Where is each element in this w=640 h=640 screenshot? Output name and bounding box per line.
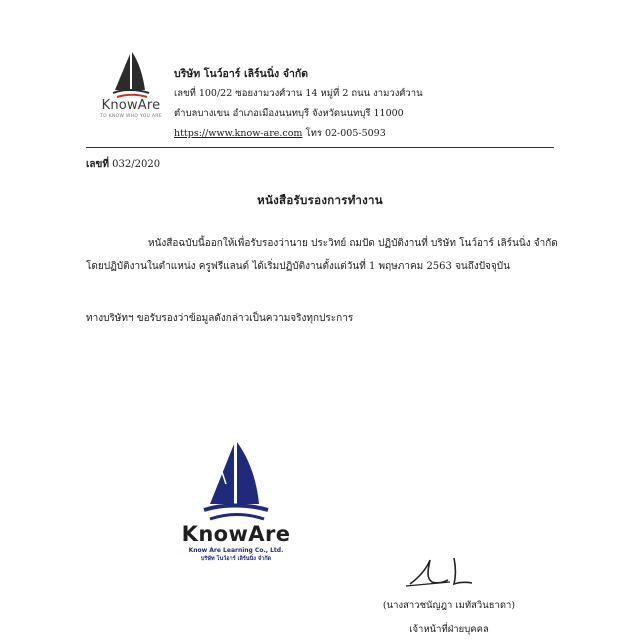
- handwritten-signature: [404, 552, 474, 592]
- paragraph-2: ทางบริษัทฯ ขอรับรองว่าข้อมูลดังกล่าวเป็นความจริงทุกประการ: [86, 313, 354, 324]
- document-body: [86, 232, 558, 330]
- sailboat-seal-icon: [196, 440, 276, 526]
- seal-company-english: Know Are Learning Co., Ltd.: [188, 547, 284, 554]
- company-name: บริษัท โนว์อาร์ เลิร์นนิ่ง จำกัด: [174, 68, 309, 80]
- company-phone: โทร 02-005-5093: [305, 128, 386, 139]
- company-address-line1: เลขที่ 100/22 ซอยงามวงศ์วาน 14 หมู่ที่ 2 ถนน งามวงศ์วาน: [174, 88, 423, 99]
- seal-company-thai: บริษัท โนว์อาร์ เลิร์นนิ่ง จำกัด: [200, 556, 272, 562]
- company-seal: [172, 440, 300, 563]
- sailboat-icon: [109, 50, 153, 100]
- signer-name: (นางสาวชนัญฎา เมทัสวินธาดา): [382, 600, 516, 611]
- document-number-label: เลขที่: [86, 159, 109, 170]
- company-contact: [174, 124, 423, 144]
- logo-tagline: TO KNOW WHO YOU ARE: [100, 114, 162, 119]
- company-info: [174, 64, 423, 144]
- logo-brand-text: KnowAre: [101, 98, 161, 113]
- header-divider: [86, 147, 554, 148]
- document-number: [86, 157, 160, 172]
- company-logo: [92, 50, 170, 119]
- company-website-link[interactable]: https://www.know-are.com: [174, 128, 303, 139]
- company-address-line2: ตำบลบางเขน อำเภอเมืองนนทบุรี จังหวัดนนทบุรี 11000: [174, 108, 404, 119]
- paragraph-1-line-1: หนังสือฉบับนี้ออกให้เพื่อรับรองว่านาย ประวิทย์ ถมปัด ปฏิบัติงานที่ บริษัท โนว์อาร์ เลิร์นนิ่ง จำกัด: [148, 238, 558, 249]
- document-number-value: 032/2020: [112, 159, 161, 170]
- paragraph-1-line-2: โดยปฏิบัติงานในตำแหน่ง ครูฟรีแลนด์ ได้เริ่มปฏิบัติงานตั้งแต่วันที่ 1 พฤษภาคม 2563 จนถึงปัจจุบัน: [86, 261, 510, 272]
- document-title: หนังสือรับรองการทำงาน: [257, 193, 383, 207]
- seal-brand-text: KnowAre: [181, 522, 291, 546]
- signer-role: เจ้าหน้าที่ฝ่ายบุคคล: [409, 624, 489, 635]
